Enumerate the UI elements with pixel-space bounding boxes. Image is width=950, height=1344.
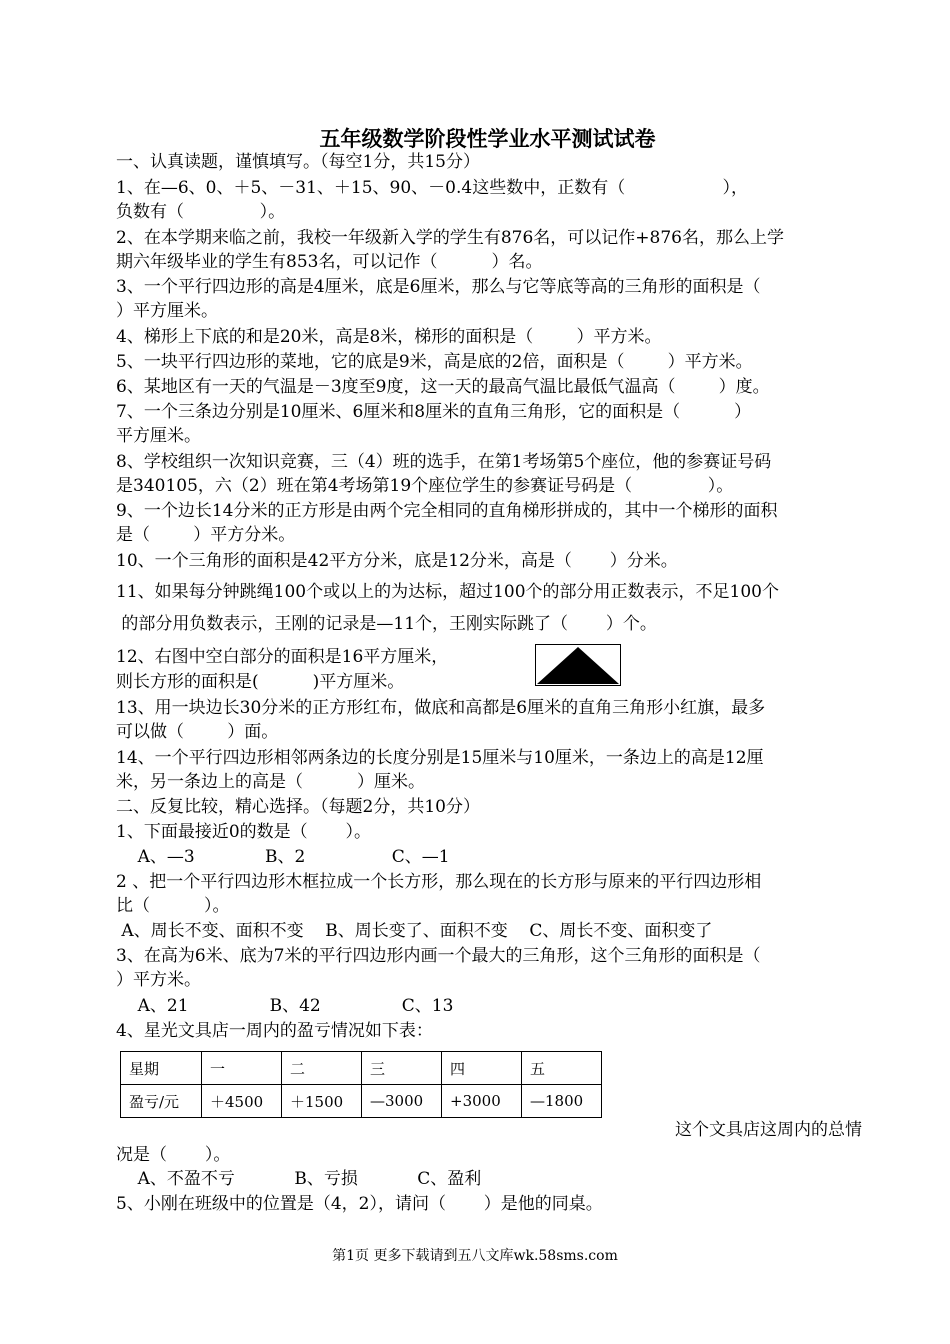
table-cell: —1800 xyxy=(522,1085,602,1118)
question-5: 5、一块平行四边形的菜地，它的底是9米，高是底的2倍，面积是（ ）平方米。 xyxy=(116,352,753,372)
choice-4-line-3: 况是（ ）。 xyxy=(116,1145,231,1165)
table-cell: 二 xyxy=(282,1052,362,1085)
rectangle-triangle-figure xyxy=(535,644,621,686)
table-row xyxy=(121,1085,602,1118)
table-header-row xyxy=(121,1052,602,1085)
table-cell: ＋4500 xyxy=(202,1085,282,1118)
question-13-line-2: 可以做（ ）面。 xyxy=(116,722,279,742)
table-cell: 一 xyxy=(202,1052,282,1085)
choice-2-options: A、周长不变、面积不变 B、周长变了、面积不变 C、周长不变、面积变了 xyxy=(116,921,713,941)
table-cell: —3000 xyxy=(362,1085,442,1118)
question-12-line-2: 则长方形的面积是( )平方厘米。 xyxy=(116,672,405,692)
question-8-line-1: 8、学校组织一次知识竞赛，三（4）班的选手，在第1考场第5个座位，他的参赛证号码 xyxy=(116,452,772,472)
choice-5: 5、小刚在班级中的位置是（4，2），请问（ ）是他的同桌。 xyxy=(116,1194,603,1214)
question-4: 4、梯形上下底的和是20米，高是8米，梯形的面积是（ ）平方米。 xyxy=(116,327,662,347)
question-7-line-2: 平方厘米。 xyxy=(116,426,201,446)
question-12-line-1: 12、右图中空白部分的面积是16平方厘米， xyxy=(116,647,449,667)
choice-3-line-2: ）平方米。 xyxy=(116,970,201,990)
page-title: 五年级数学阶段性学业水平测试试卷 xyxy=(319,127,656,151)
table-cell: 五 xyxy=(522,1052,602,1085)
question-11-line-1: 11、如果每分钟跳绳100个或以上的为达标，超过100个的部分用正数表示，不足100个 xyxy=(116,582,779,602)
choice-4-line-2: 这个文具店这周内的总情 xyxy=(675,1120,862,1140)
question-3-line-2: ）平方厘米。 xyxy=(116,301,218,321)
question-9-line-1: 9、一个边长14分米的正方形是由两个完全相同的直角梯形拼成的，其中一个梯形的面积 xyxy=(116,501,778,521)
table-cell: +3000 xyxy=(442,1085,522,1118)
profit-loss-table xyxy=(120,1051,602,1118)
question-6: 6、某地区有一天的气温是－3度至9度，这一天的最高气温比最低气温高（ ）度。 xyxy=(116,377,770,397)
table-cell: 四 xyxy=(442,1052,522,1085)
table-cell: 星期 xyxy=(121,1052,202,1085)
question-8-line-2: 是340105，六（2）班在第4考场第19个座位学生的参赛证号码是（ ）。 xyxy=(116,476,734,496)
question-11-line-2: 的部分用负数表示，王刚的记录是—11个，王刚实际跳了（ ）个。 xyxy=(116,614,657,634)
choice-1: 1、下面最接近0的数是（ ）。 xyxy=(116,822,371,842)
choice-3-line-1: 3、在高为6米、底为7米的平行四边形内画一个最大的三角形，这个三角形的面积是（ xyxy=(116,946,761,966)
question-2-line-1: 2、在本学期来临之前，我校一年级新入学的学生有876名，可以记作+876名，那么上学 xyxy=(116,228,784,248)
choice-3-options: A、21 B、42 C、13 xyxy=(116,996,454,1016)
choice-2-line-2: 比（ ）。 xyxy=(116,896,230,916)
section-1-heading: 一、认真读题，谨慎填写。（每空1分，共15分） xyxy=(116,152,480,172)
table-cell: 盈亏/元 xyxy=(121,1085,202,1118)
table-cell: ＋1500 xyxy=(282,1085,362,1118)
question-14-line-2: 米，另一条边上的高是（ ）厘米。 xyxy=(116,772,426,792)
choice-4: 4、星光文具店一周内的盈亏情况如下表： xyxy=(116,1021,433,1041)
table-cell: 三 xyxy=(362,1052,442,1085)
question-9-line-2: 是（ ）平方分米。 xyxy=(116,525,296,545)
question-1-line-2: 负数有（ ）。 xyxy=(116,202,286,222)
choice-2-line-1: 2 、把一个平行四边形木框拉成一个长方形，那么现在的长方形与原来的平行四边形相 xyxy=(116,872,762,892)
question-14-line-1: 14、一个平行四边形相邻两条边的长度分别是15厘米与10厘米，一条边上的高是12厘 xyxy=(116,748,764,768)
question-1-line-1: 1、在—6、0、＋5、－31、＋15、90、－0.4这些数中，正数有（ ）， xyxy=(116,178,748,198)
choice-4-options: A、不盈不亏 B、亏损 C、盈利 xyxy=(116,1169,482,1189)
question-2-line-2: 期六年级毕业的学生有853名，可以记作（ ）名。 xyxy=(116,252,543,272)
question-13-line-1: 13、用一块边长30分米的正方形红布，做底和高都是6厘米的直角三角形小红旗，最多 xyxy=(116,698,766,718)
section-2-heading: 二、反复比较，精心选择。（每题2分，共10分） xyxy=(116,797,480,817)
question-3-line-1: 3、一个平行四边形的高是4厘米，底是6厘米，那么与它等底等高的三角形的面积是（ xyxy=(116,277,761,297)
choice-1-options: A、—3 B、2 C、—1 xyxy=(116,847,450,867)
question-7-line-1: 7、一个三条边分别是10厘米、6厘米和8厘米的直角三角形，它的面积是（ ） xyxy=(116,402,752,422)
page-footer: 第1页 更多下载请到五八文库wk.58sms.com xyxy=(332,1248,618,1264)
question-10: 10、一个三角形的面积是42平方分米，底是12分米，高是（ ）分米。 xyxy=(116,551,678,571)
